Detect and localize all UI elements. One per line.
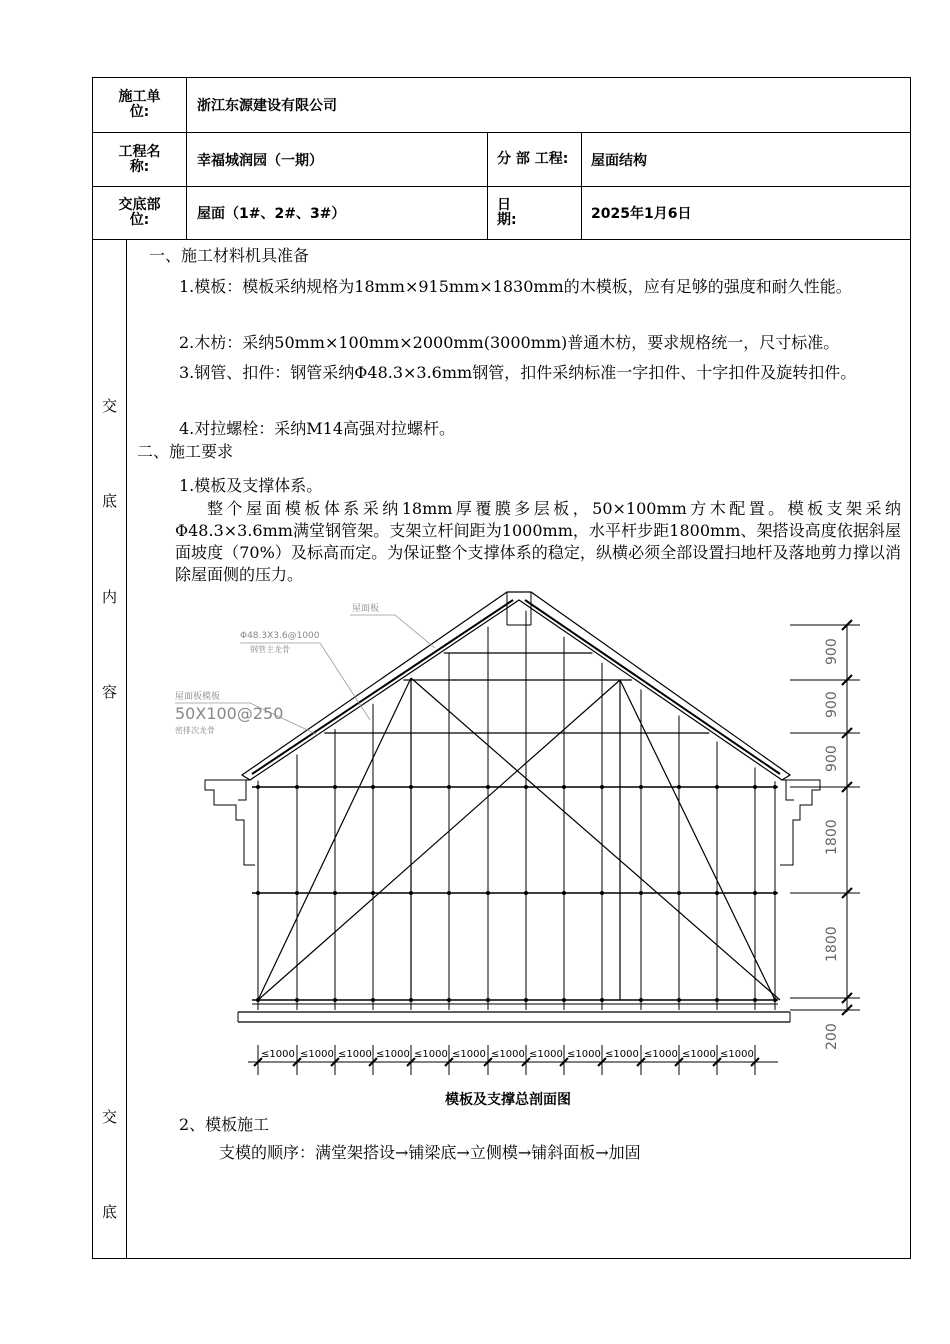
- clamp-dot: [372, 999, 375, 1002]
- dim-bottom-label: ≤1000: [338, 1049, 372, 1060]
- subproject-label: 分 部 工程:: [497, 151, 569, 167]
- part-label: 交底部位:: [118, 197, 161, 228]
- clamp-dot: [774, 999, 777, 1002]
- side-char: 底: [101, 1203, 117, 1221]
- clamp-dot: [640, 999, 643, 1002]
- side-char: 底: [101, 492, 117, 510]
- clamp-dot: [525, 999, 528, 1002]
- clamp-dot: [754, 786, 757, 789]
- section2-sub1: 1.模板及支撑体系。: [179, 476, 323, 495]
- clamp-dot: [487, 892, 490, 895]
- section2-sequence: 支模的顺序：满堂架搭设→铺梁底→立侧模→铺斜面板→加固: [219, 1143, 641, 1162]
- clamp-dot: [525, 892, 528, 895]
- clamp-dot: [601, 786, 604, 789]
- side-char: 容: [101, 683, 117, 701]
- figure-caption: 模板及支撑总剖面图: [445, 1092, 571, 1108]
- dim-bottom-label: ≤1000: [644, 1049, 678, 1060]
- side-char: 交: [101, 1108, 117, 1126]
- dim-right-3: 900: [824, 745, 840, 772]
- clamp-dot: [563, 999, 566, 1002]
- clamp-dot: [716, 892, 719, 895]
- clamp-dot: [716, 999, 719, 1002]
- dim-right-5: 1800: [824, 926, 840, 962]
- clamp-dot: [487, 786, 490, 789]
- clamp-dot: [716, 786, 719, 789]
- label-secondary-joist: 密排次龙骨: [175, 726, 215, 735]
- dim-bottom-label: ≤1000: [605, 1049, 639, 1060]
- project-value: 幸福城润园（一期）: [197, 152, 323, 169]
- clamp-dot: [774, 892, 777, 895]
- label-roof-board: 屋面板: [352, 604, 380, 614]
- clamp-dot: [563, 892, 566, 895]
- clamp-dot: [525, 786, 528, 789]
- dim-bottom-label: ≤1000: [261, 1049, 295, 1060]
- date-value: 2025年1月6日: [591, 206, 692, 222]
- clamp-dot: [487, 999, 490, 1002]
- side-char: 交: [101, 397, 117, 415]
- clamp-dot: [448, 786, 451, 789]
- clamp-dot: [754, 892, 757, 895]
- label-pipe-name: 钢管主龙骨: [250, 645, 290, 654]
- dim-right-2: 900: [824, 691, 840, 718]
- label-pipe-spec: Φ48.3X3.6@1000: [240, 631, 320, 641]
- dim-bottom-label: ≤1000: [452, 1049, 486, 1060]
- section2-paragraph: 整个屋面模板体系采纳18mm厚覆膜多层板，50×100mm方木配置。模板支架采纳Φ48.3×3.6mm满堂钢管架。支架立杆间距为1000mm，水平杆步距1800mm、架搭设高度依据斜屋面坡度（70%）及标高而定。为保证整个支撑体系的稳定，纵横必须全部设置扫地杆及落地剪力撑以消除屋面侧的压力。: [175, 499, 901, 584]
- clamp-dot: [754, 999, 757, 1002]
- date-label: 日期:: [497, 197, 517, 228]
- clamp-dot: [257, 999, 260, 1002]
- dim-bottom-label: ≤1000: [567, 1049, 601, 1060]
- clamp-dot: [448, 999, 451, 1002]
- dim-bottom-label: ≤1000: [414, 1049, 448, 1060]
- clamp-dot: [678, 786, 681, 789]
- clamp-dot: [334, 786, 337, 789]
- section1-title: 一、施工材料机具准备: [149, 246, 310, 265]
- dim-bottom-label: ≤1000: [720, 1049, 754, 1060]
- clamp-dot: [410, 786, 413, 789]
- dim-right-6: 200: [824, 1023, 840, 1050]
- section1-item3: 3.钢管、扣件：钢管采纳Φ48.3×3.6mm钢管，扣件采纳标准一字扣件、十字扣件及旋转扣件。: [179, 363, 857, 382]
- clamp-dot: [334, 892, 337, 895]
- roof-joist: [252, 600, 513, 774]
- clamp-dot: [257, 786, 260, 789]
- label-formwork: 屋面板模板: [175, 692, 221, 702]
- clamp-dot: [296, 999, 299, 1002]
- dim-bottom-label: ≤1000: [491, 1049, 525, 1060]
- clamp-dot: [410, 999, 413, 1002]
- dim-right-1: 900: [824, 638, 840, 665]
- clamp-dot: [601, 999, 604, 1002]
- section1-item4: 4.对拉螺栓：采纳M14高强对拉螺杆。: [179, 419, 456, 438]
- clamp-dot: [296, 892, 299, 895]
- clamp-dot: [601, 892, 604, 895]
- cross-brace: [620, 680, 775, 1000]
- clamp-dot: [257, 892, 260, 895]
- clamp-dot: [640, 892, 643, 895]
- dim-right-4: 1800: [824, 819, 840, 855]
- clamp-dot: [774, 786, 777, 789]
- clamp-dot: [372, 786, 375, 789]
- dim-bottom-label: ≤1000: [682, 1049, 716, 1060]
- section1-item2: 2.木枋：采纳50mm×100mm×2000mm(3000mm)普通木枋，要求规格统一，尺寸标准。: [179, 333, 840, 352]
- dim-bottom-label: ≤1000: [376, 1049, 410, 1060]
- clamp-dot: [563, 786, 566, 789]
- section1-item1: 1.模板：模板采纳规格为18mm×915mm×1830mm的木模板，应有足够的强度和耐久性能。: [179, 277, 852, 296]
- section2-sub2: 2、模板施工: [179, 1115, 270, 1134]
- clamp-dot: [448, 892, 451, 895]
- part-value: 屋面（1#、2#、3#）: [197, 206, 346, 222]
- clamp-dot: [296, 786, 299, 789]
- unit-value: 浙江东源建设有限公司: [197, 98, 337, 114]
- unit-label: 施工单位:: [118, 89, 161, 120]
- clamp-dot: [678, 892, 681, 895]
- clamp-dot: [410, 892, 413, 895]
- clamp-dot: [334, 999, 337, 1002]
- cross-brace: [411, 678, 780, 1000]
- side-char: 内: [101, 588, 117, 606]
- dim-bottom-label: ≤1000: [300, 1049, 334, 1060]
- subproject-value: 屋面结构: [591, 152, 647, 169]
- section2-title: 二、施工要求: [137, 442, 234, 461]
- clamp-dot: [678, 999, 681, 1002]
- project-label: 工程名称:: [118, 143, 161, 175]
- dim-bottom-label: ≤1000: [529, 1049, 563, 1060]
- clamp-dot: [372, 892, 375, 895]
- clamp-dot: [640, 786, 643, 789]
- label-formwork-spec: 50X100@250: [175, 704, 284, 723]
